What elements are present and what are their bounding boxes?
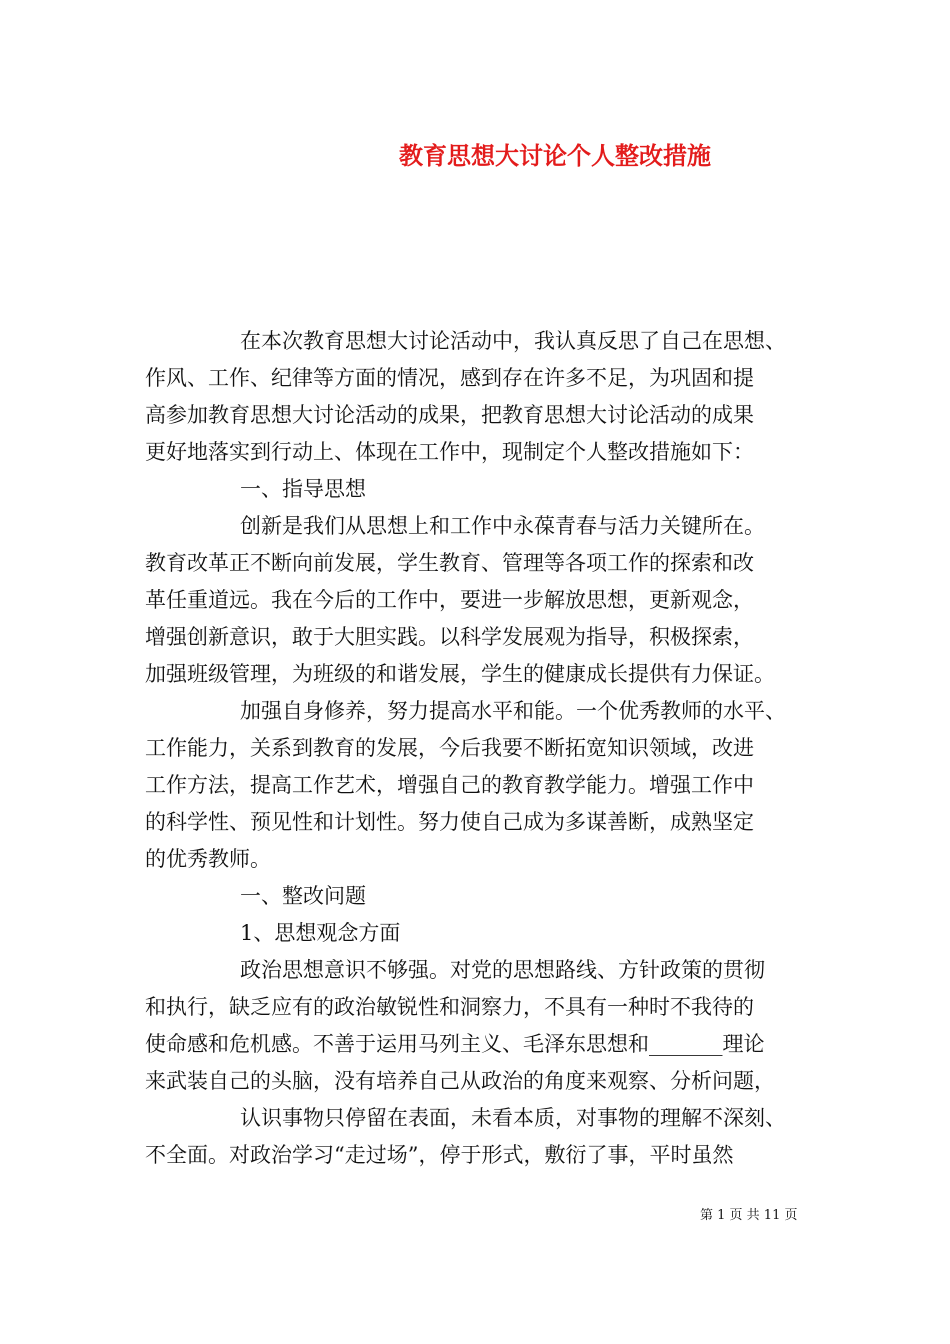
body-line: 使命感和危机感。不善于运用马列主义、毛泽东思想和_______理论 bbox=[145, 1032, 765, 1056]
page-number-footer: 第 1 页 共 11 页 bbox=[700, 1208, 798, 1223]
body-line: 更好地落实到行动上、体现在工作中，现制定个人整改措施如下： bbox=[145, 440, 754, 464]
body-line: 工作能力，关系到教育的发展，今后我要不断拓宽知识领域，改进 bbox=[145, 736, 754, 760]
body-line: 在本次教育思想大讨论活动中，我认真反思了自己在思想、 bbox=[240, 329, 786, 353]
body-line: 教育改革正不断向前发展，学生教育、管理等各项工作的探索和改 bbox=[145, 551, 754, 575]
body-line: 政治思想意识不够强。对党的思想路线、方针政策的贯彻 bbox=[240, 958, 765, 982]
body-line: 加强班级管理，为班级的和谐发展，学生的健康成长提供有力保证。 bbox=[145, 662, 775, 686]
body-line: 工作方法，提高工作艺术，增强自己的教育教学能力。增强工作中 bbox=[145, 773, 754, 797]
body-line: 革任重道远。我在今后的工作中，要进一步解放思想，更新观念， bbox=[145, 588, 754, 612]
body-line: 作风、工作、纪律等方面的情况，感到存在许多不足，为巩固和提 bbox=[145, 366, 754, 390]
body-line: 认识事物只停留在表面，未看本质，对事物的理解不深刻、 bbox=[240, 1106, 786, 1130]
body-line: 创新是我们从思想上和工作中永葆青春与活力关键所在。 bbox=[240, 514, 765, 538]
body-line: 一、指导思想 bbox=[240, 477, 366, 501]
document-body bbox=[145, 323, 815, 1174]
body-line: 来武装自己的头脑，没有培养自己从政治的角度来观察、分析问题， bbox=[145, 1069, 775, 1093]
body-line: 增强创新意识，敢于大胆实践。以科学发展观为指导，积极探索， bbox=[145, 625, 754, 649]
body-line: 高参加教育思想大讨论活动的成果，把教育思想大讨论活动的成果 bbox=[145, 403, 754, 427]
body-line: 不全面。对政治学习“走过场”，停于形式，敷衍了事，平时虽然 bbox=[145, 1143, 734, 1167]
body-line: 的科学性、预见性和计划性。努力使自己成为多谋善断，成熟坚定 bbox=[145, 810, 754, 834]
body-line: 和执行，缺乏应有的政治敏锐性和洞察力，不具有一种时不我待的 bbox=[145, 995, 754, 1019]
body-line: 的优秀教师。 bbox=[145, 847, 271, 871]
document-title: 教育思想大讨论个人整改措施 bbox=[399, 141, 711, 170]
body-line: 加强自身修养，努力提高水平和能。一个优秀教师的水平、 bbox=[240, 699, 786, 723]
body-line: 一、整改问题 bbox=[240, 884, 366, 908]
body-line: 1、思想观念方面 bbox=[240, 921, 401, 945]
